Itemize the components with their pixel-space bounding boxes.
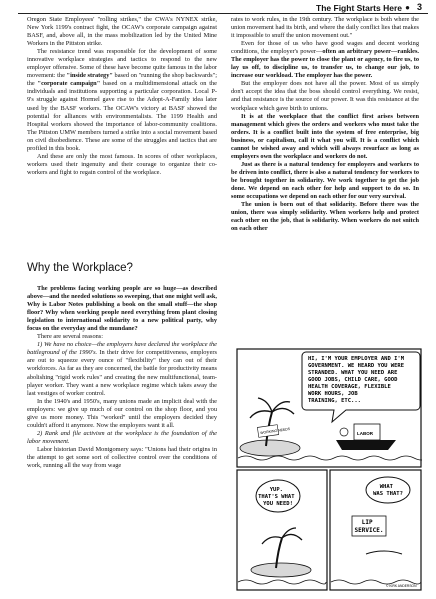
- header-rule: [18, 13, 428, 14]
- left-column-lower: [27, 285, 217, 470]
- paragraph: Oregon State Employees' "rolling strikes," the CWA's NYNEX strike, New York 1199's contract fight, the OCAW's corporate campaign against BASF, and, above all, in the mass mobilization led by the United Mine Workers in the Pittston strike.: [27, 16, 217, 48]
- cartoon-credit: © KIRK ANDERSON: [386, 584, 417, 588]
- ship-label: LABOR: [357, 431, 373, 436]
- island-2: [251, 563, 311, 577]
- island-1: [240, 440, 300, 456]
- paragraph: Even for those of us who have good wages and decent working conditions, the employer's power—often an arbitrary power—rankles. The employer has the power to close the plant or agency, to fire us, to lay us off, to discipline us, to transfer us, to change our job, to increase our workload. The employer has the power.: [231, 40, 420, 80]
- ship-hull: [336, 440, 396, 450]
- cartoon-drawing: [236, 348, 422, 594]
- right-column: [231, 16, 419, 233]
- paragraph: Labor historian David Montgomery says: "Unions had their origins in the attempt to get some sort of collective control over the conditions of work, running all the way from wage: [27, 445, 217, 470]
- bubble-3-text: WHAT WAS THAT?: [373, 484, 403, 497]
- sign-text: LIP SERVICE.: [354, 519, 384, 534]
- figure-head: [340, 428, 348, 436]
- paragraph: 1) We have no choice—the employers have declared the workplace the battleground of the 1990's. In their drive for competitiveness, employers are out to squeeze every ounce of "flexibility" they can out of their workforces. As far as they are concerned, the battle for productivity means abolishing "rigid work rules" and creating the new multifunctional, team-player worker. They want a new workplace regime which takes away the last vestiges of worker control.: [27, 341, 217, 397]
- bullet-icon: ●: [405, 3, 410, 12]
- paragraph: The union is born out of that solidarity. Before there was the union, there was simply solidarity. When workers help and protect each other on the job, that is solidarity. When workers do not snitch on each other: [231, 201, 419, 233]
- speech-bubble-3: [366, 477, 410, 503]
- paragraph: But the employer does not have all the power. Most of us simply don't accept the idea that the boss should control everything. We resist, and that resistance is the source of our power. It was this resistance at the workplace which gave birth to unions.: [231, 80, 419, 112]
- paragraph: It is at the workplace that the conflict first arises between management which gives the orders and workers who must take the orders. It is a conflict built into the system of free enterprise, big business, or capitalism, call it what you will. It is a conflict which cannot be wished away and which will always resurface as long as employers own the workplace and workers do not.: [231, 112, 419, 160]
- page-number: 3: [416, 2, 422, 12]
- editorial-cartoon: [236, 348, 422, 594]
- running-title: The Fight Starts Here: [316, 3, 402, 13]
- island-label: WORKING NEEDS: [259, 426, 291, 436]
- page-header: [0, 0, 436, 14]
- paragraph: The resistance trend was responsible for the development of some innovative workplace strategies and tactics to respond to the new employer offensive. Some of these have become quite famous in the labor movement: the "inside strategy" based on "running the shop backwards"; the "corporate campaign" based on a multidimensional attack on the individuals and institutions supporting a particular corporation. Local P-9's struggle against Hormel gave rise to the Adopt-A-Family idea later used by the BASF workers. The OCAW's victory at BASF showed the potential for alliances with environmentalists. The 1199 Health and Hospital workers showed the importance of labor-community coalitions. The Pittston UMW members turned a strike into a social movement based on civil disobedience. These are some of the struggles and tactics that are profiled in this book.: [27, 48, 217, 152]
- paragraph: The problems facing working people are so huge—as described above—and the needed solutions so sweeping, that one might well ask, Why is Labor Notes publishing a book on the small stuff—the shop floor? Why when working people need everything from plant closing legislation to international solidarity to a new political party, why focus on the everyday and the mundane?: [27, 285, 217, 333]
- paragraph: And these are only the most famous. In scores of other workplaces, workers used their ingenuity and their courage to organize their co-workers and fight to regain control of the workplace.: [27, 152, 217, 176]
- paragraph: 2) Rank and file activism at the workplace is the foundation of the labor movement.: [27, 429, 217, 445]
- section-heading: Why the Workplace?: [27, 262, 133, 274]
- bubble-2-text: YUP. THAT'S WHAT YOU NEED!: [258, 487, 295, 507]
- paragraph: rates to work rules, in the 19th century. The workplace is both where the union movement had its birth, and where the daily conflict lies that makes it impossible to snuff the union movement out.": [231, 16, 419, 40]
- paragraph: Just as there is a natural tendency for employers and workers to be driven into conflict, there is also a natural tendency for workers to be brought together in solidarity. We work together to get the job done. We depend on each other for help and support to do so. In some occupations we depend on each other for our very survival.: [231, 160, 419, 201]
- paragraph: In the 1940's and 1950's, many unions made an implicit deal with the employers: we give up much of our control on the shop floor, and you give us more money. This "worked" until the employers decided they couldn't afford it anymore. Now the employers want it all.: [27, 397, 217, 429]
- paragraph: There are several reasons:: [37, 333, 104, 341]
- left-column-top: [27, 16, 217, 177]
- bubble-1-text: HI, I'M YOUR EMPLOYER AND I'M GOVERNMENT. WE HEARD YOU WERE STRANDED. WHAT YOU NEED ARE GOOD JOBS, CHILD CARE, GOOD HEALTH COVERAGE, FLEXIBLE WORK HOURS, JOB TRAINING, ETC...: [308, 356, 405, 404]
